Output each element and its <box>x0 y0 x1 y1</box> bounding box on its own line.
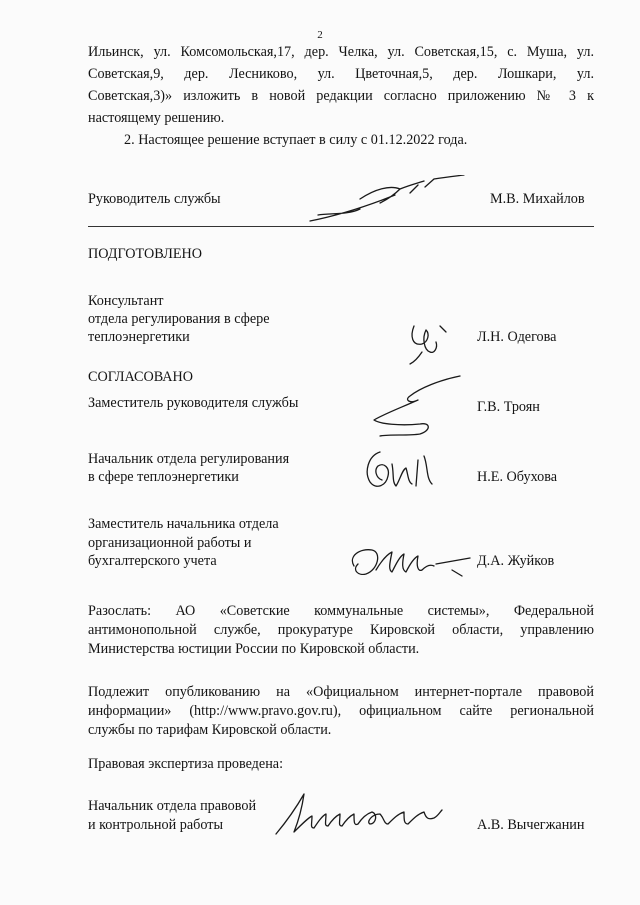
agreed-heading: СОГЛАСОВАНО <box>88 369 194 385</box>
separator-line <box>88 226 594 227</box>
deputy-signature <box>360 370 475 440</box>
legal-name: А.В. Вычегжанин <box>477 817 585 833</box>
chief-name: Н.Е. Обухова <box>477 469 558 485</box>
acc-line-1: Заместитель начальника отдела <box>88 516 279 532</box>
item-2: 2. Настоящее решение вступает в силу с 01.12.2022 года. <box>124 132 468 148</box>
publication-line-3: службы по тарифам Кировской области. <box>88 722 332 738</box>
page-number: 2 <box>317 29 323 41</box>
chief-line-1: Начальник отдела регулирования <box>88 451 290 467</box>
acc-name: Д.А. Жуйков <box>477 553 555 569</box>
body-line-4: настоящему решению. <box>88 110 225 126</box>
prepared-signature <box>400 312 460 367</box>
acc-line-2: организационной работы и <box>88 535 252 551</box>
body-line-3: Советская,3)» изложить в новой редакции согласно приложению № 3 к <box>88 88 594 104</box>
prepared-line-3: теплоэнергетики <box>88 329 190 345</box>
prepared-heading: ПОДГОТОВЛЕНО <box>88 246 202 262</box>
legal-line-1: Начальник отдела правовой <box>88 798 257 814</box>
legal-signature <box>268 788 446 840</box>
deputy-name: Г.В. Троян <box>477 399 540 415</box>
acc-line-3: бухгалтерского учета <box>88 553 217 569</box>
deputy-title: Заместитель руководителя службы <box>88 395 299 411</box>
head-title: Руководитель службы <box>88 191 221 207</box>
distribution-line-3: Министерства юстиции России по Кировской области. <box>88 641 420 657</box>
expertise-text: Правовая экспертиза проведена: <box>88 756 284 772</box>
publication-line-1: Подлежит опубликованию на «Официальном интернет-портале правовой <box>88 684 594 700</box>
head-name: М.В. Михайлов <box>490 191 585 207</box>
chief-line-2: в сфере теплоэнергетики <box>88 469 239 485</box>
body-line-2: Советская,9, дер. Лесниково, ул. Цветочная,5, дер. Лошкари, ул. <box>88 66 594 82</box>
legal-line-2: и контрольной работы <box>88 817 223 833</box>
acc-signature <box>342 540 474 586</box>
body-line-1: Ильинск, ул. Комсомольская,17, дер. Челка, ул. Советская,15, с. Муша, ул. <box>88 44 594 60</box>
distribution-line-1: Разослать: АО «Советские коммунальные системы», Федеральной <box>88 603 594 619</box>
prepared-name: Л.Н. Одегова <box>477 329 557 345</box>
distribution-line-2: антимонопольной службе, прокуратуре Кировской области, управлению <box>88 622 594 638</box>
chief-signature <box>358 446 440 494</box>
prepared-line-1: Консультант <box>88 293 164 309</box>
publication-line-2: информации» (http://www.pravo.gov.ru), официальном сайте региональной <box>88 703 594 719</box>
prepared-line-2: отдела регулирования в сфере <box>88 311 270 327</box>
